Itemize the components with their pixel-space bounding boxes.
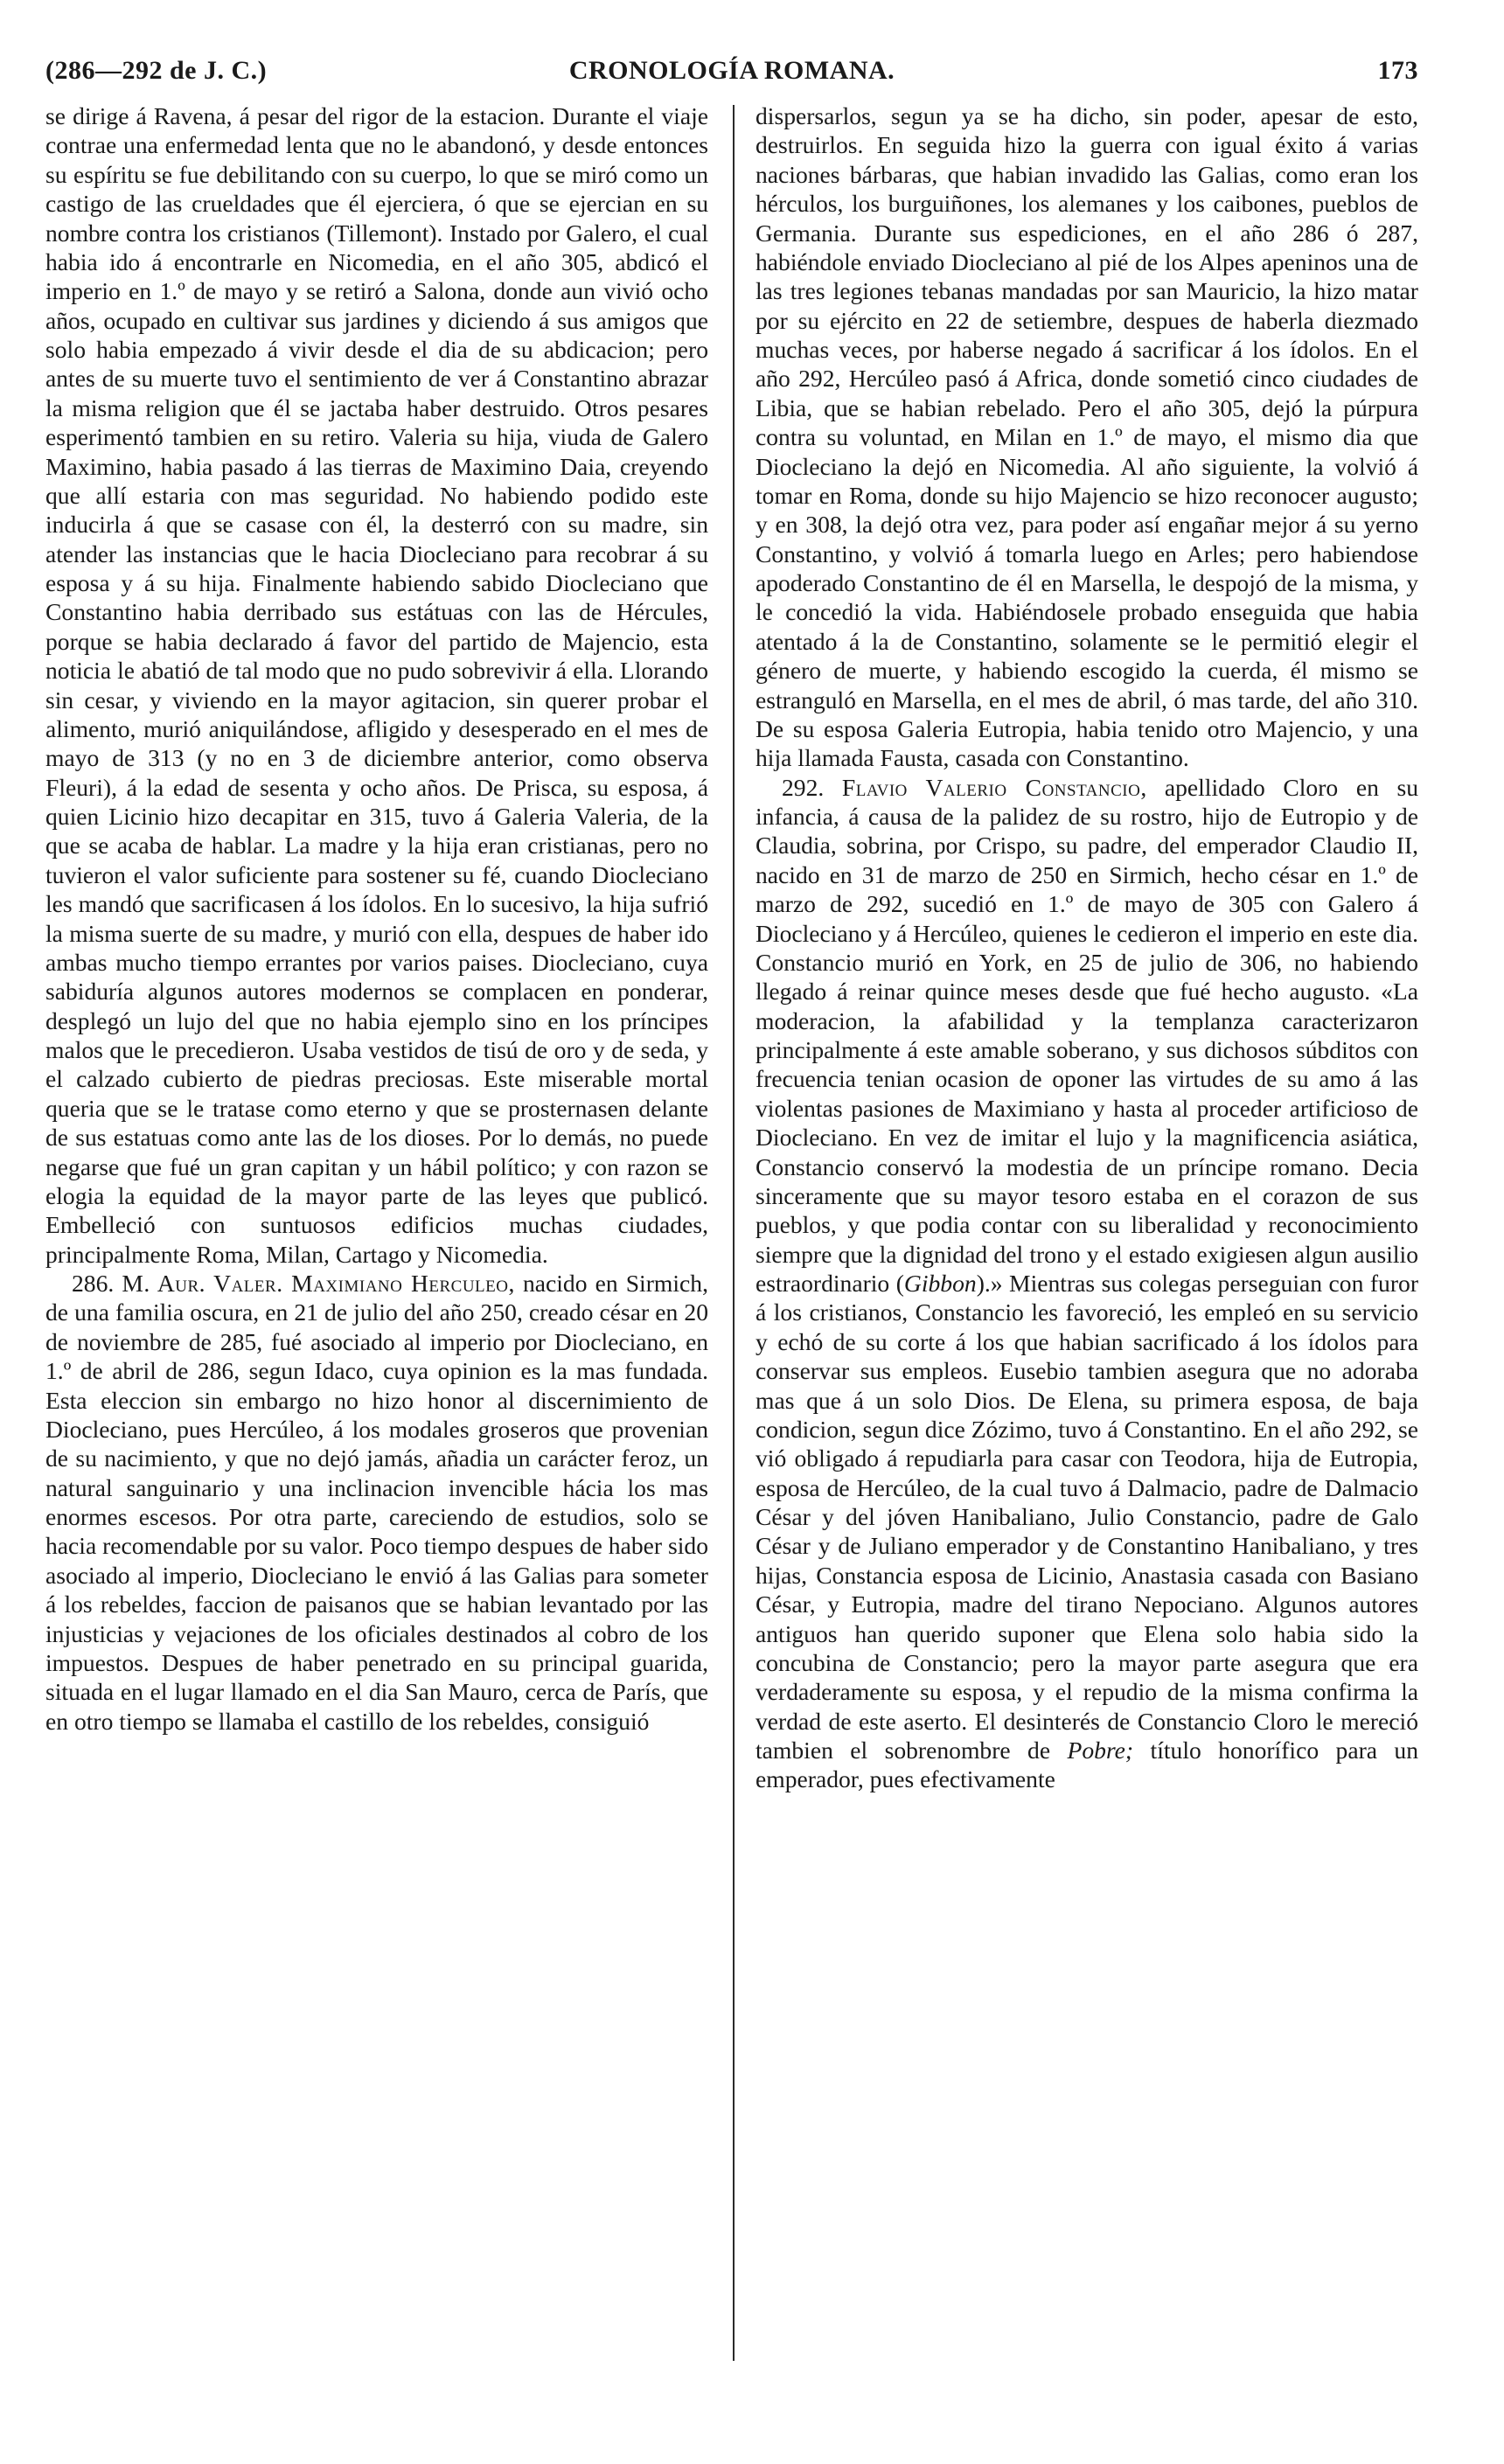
header-title: CRONOLOGÍA ROMANA. <box>568 56 895 85</box>
entry-text-maximiano: nacido en Sirmich, de una familia oscura, en 21 de julio del año 250, creado césar en 20 de noviembre de 285, fué asociado al imperio por Diocleciano, en 1.º de abril de 286, segun Idaco, cuya opinion es la mas fundada. Esta eleccion sin embargo no hizo honor al discernimiento de Diocleciano, pues Hercúleo, á los modales groseros que provenian de su nacimiento, y que no dejó jamás, añadia un carácter feroz, un natural sanguinario y una inclinacion invencible hácia los mas enormes escesos. Por otra parte, careciendo de estudios, solo se hacia recomendable por su valor. Poco tiempo despues de haber sido asociado al imperio, Diocleciano le envió á las Galias para someter á los rebeldes, faccion de paisanos que se habian levantado por las injusticias y vejaciones de los oficiales destinados al cobro de los impuestos. Despues de haber penetrado en su principal guarida, situada en el lugar llamado en el dia San Mauro, cerca de París, que en otro tiempo se llamaba el castillo de los rebeldes, consiguió <box>45 1270 708 1735</box>
entry-text-constancio-2: ).» Mientras sus colegas perseguian con furor á los cristianos, Constancio les favoreció, les empleó en su servicio y echó de su corte á los que habian sacrificado á los ídolos para conservar sus empleos. Eusebio tambien asegura que no adoraba mas que á un solo Dios. De Elena, su primera esposa, de baja condicion, segun dice Zózimo, tuvo á Constantino. En el año 292, se vió obligado á repudiarla para casar con Teodora, hija de Eutropia, esposa de Hercúleo, de la cual tuvo á Dalmacio, padre de Dalmacio César y del jóven Hanibaliano, Julio Constancio, padre de Galo César y de Juliano emperador y de Constantino Hanibaliano, y tres hijas, Constancia esposa de Licinio, Anastasia casada con Basiano César, y Eutropia, madre del tirano Nepociano. Algunos autores antiguos han querido suponer que Elena solo habia sido la concubina de Constancio; pero la mayor parte asegura que era verdaderamente su esposa, y el repudio de la misma confirma la verdad de este aserto. El desinterés de Constancio Cloro le mereció tambien el sobrenombre de <box>755 1270 1419 1764</box>
entry-text-constancio: , apellidado Cloro en su infancia, á causa de la palidez de su rostro, hijo de Eutropio y de Claudia, sobrina, por Crispo, su padre, del emperador Claudio II, nacido en 31 de marzo de 250 en Sirmich, hecho césar en 1.º de marzo de 292, sucedió en 1.º de mayo de 305 con Galero á Diocleciano y á Hercúleo, quienes le cedieron el imperio en este dia. Constancio murió en York, en 25 de julio de 306, no habiendo llegado á reinar quince meses desde que fué hecho augusto. «La moderacion, la afabilidad y la templanza caracterizaron principalmente á este amable soberano, y sus dichosos súbditos con frecuencia tenian ocasion de oponer las virtudes de su amo á las violentas pasiones de Maximiano y hasta al proceder artificioso de Diocleciano. En vez de imitar el lujo y la magnificencia asiática, Constancio conservó la modestia de un príncipe romano. Decia sinceramente que su mayor tesoro estaba en el corazon de sus pueblos, y que podia contar con su liberalidad y reconocimiento siempre que la dignidad del trono y el estado exigiesen algun ausilio estraordinario ( <box>755 773 1418 1297</box>
left-column <box>45 101 708 1736</box>
entry-name-maximiano: M. Aur. Valer. Maximiano Herculeo, <box>122 1270 515 1297</box>
book-page <box>45 51 1418 2429</box>
entry-year-286: 286. <box>72 1270 115 1297</box>
right-column <box>755 101 1418 1794</box>
header-date-range: (286—292 de J. C.) <box>45 56 268 85</box>
left-paragraph-maximiano <box>45 1269 708 1736</box>
right-paragraph-constancio <box>755 773 1418 1794</box>
entry-name-constancio: Flavio Valerio Constancio <box>841 773 1141 801</box>
page-header <box>45 51 1418 100</box>
left-paragraph-continuation: se dirige á Ravena, á pesar del rigor de la estacion. Durante el viaje contrae una enfermedad lenta que no le abandonó, y desde entonces su espíritu se fue debilitando con su cuerpo, lo que se miró como un castigo de las crueldades que él ejerciera, ó que se ejercian en su nombre contra los cristianos (Tillemont). Instado por Galero, el cual habia ido á encontrarle en Nicomedia, en el año 305, abdicó el imperio en 1.º de mayo y se retiró a Salona, donde aun vivió ocho años, ocupado en cultivar sus jardines y diciendo á sus amigos que solo habia empezado á vivir desde el dia de su abdicacion; pero antes de su muerte tuvo el sentimiento de ver á Constantino abrazar la misma religion que él se jactaba haber destruido. Otros pesares esperimentó tambien en su retiro. Valeria su hija, viuda de Galero Maximino, habia pasado á las tierras de Maximino Daia, creyendo que allí estaria con mas seguridad. No habiendo podido este inducirla á que se casase con él, la desterró con su madre, sin atender las instancias que le hacia Diocleciano para recobrar á su esposa y á su hija. Finalmente habiendo sabido Diocleciano que Constantino habia derribado sus estátuas con las de Hércules, porque se habia declarado á favor del partido de Majencio, esta noticia le abatió de tal modo que no pudo sobrevivir á ella. Llorando sin cesar, y viviendo en la mayor agitacion, sin querer probar el alimento, murió aniquilándose, afligido y desesperado en el mes de mayo de 313 (y no en 3 de diciembre anterior, como observa Fleuri), á la edad de sesenta y ocho años. De Prisca, su esposa, á quien Licinio hizo decapitar en 315, tuvo á Galeria Valeria, de la que se acaba de hablar. La madre y la hija eran cristianas, pero no tuvieron el valor suficiente para sostener su fé, cuando Diocleciano les mandó que sacrificasen á los ídolos. En lo sucesivo, la hija sufrió la misma suerte de su madre, y murió con ella, despues de haber ido ambas mucho tiempo errantes por varios paises. Diocleciano, cuya sabiduría algunos autores modernos se complacen en ponderar, desplegó un lujo del que no habia ejemplo sino en los príncipes malos que le precedieron. Usaba vestidos de tisú de oro y de seda, y el calzado cubierto de piedras preciosas. Este miserable mortal queria que se le tratase como eterno y que se prosternasen delante de sus estatuas como ante las de los dioses. Por lo demás, no puede negarse que fué un gran capitan y un hábil político; y con razon se elogia la equidad de la mayor parte de las leyes que publicó. Embelleció con suntuosos edificios muchas ciudades, principalmente Roma, Milan, Cartago y Nicomedia. <box>45 102 708 1268</box>
right-paragraph-continuation: dispersarlos, segun ya se ha dicho, sin poder, apesar de esto, destruirlos. En seguida hizo la guerra con igual éxito á varias naciones bárbaras, que habian invadido las Galias, como eran los hérculos, los burguiñones, los alemanes y los caibones, pueblos de Germania. Durante sus espediciones, en el año 286 ó 287, habiéndole enviado Diocleciano al pié de los Alpes apeninos una de las tres legiones tebanas mandadas por san Mauricio, la hizo matar por su ejército en 22 de setiembre, despues de haberla diezmado muchas veces, por haberse negado á sacrificar á los ídolos. En el año 292, Hercúleo pasó á Africa, donde sometió cinco ciudades de Libia, que se habian rebelado. Pero el año 305, dejó la púrpura contra su voluntad, en Milan en 1.º de mayo, el mismo dia que Diocleciano la dejó en Nicomedia. Al año siguiente, la volvió á tomar en Roma, donde su hijo Majencio se hizo reconocer augusto; y en 308, la dejó otra vez, para poder así engañar mejor á su yerno Constantino, y volvió á tomarla luego en Arles; pero habiendose apoderado Constantino de él en Marsella, le despojó de la misma, y le concedió la vida. Habiéndosele probado enseguida que habia atentado á la de Constantino, solamente se le permitió elegir el género de muerte, y habiendo escogido la cuerda, él mismo se estranguló en Marsella, en el mes de abril, ó mas tarde, del año 310. De su esposa Galeria Eutropia, habia tenido otro Majencio, y una hija llamada Fausta, casada con Constantino. <box>755 102 1418 772</box>
entry-year-292: 292. <box>782 773 825 801</box>
column-divider <box>733 105 735 2361</box>
entry-text-constancio-3: título honorífico para un emperador, pues efectivamente <box>755 1737 1419 1793</box>
surname-pobre: Pobre; <box>1067 1737 1134 1764</box>
citation-gibbon: Gibbon <box>903 1270 977 1297</box>
text-columns <box>45 101 1418 2410</box>
page-number: 173 <box>1377 56 1418 85</box>
